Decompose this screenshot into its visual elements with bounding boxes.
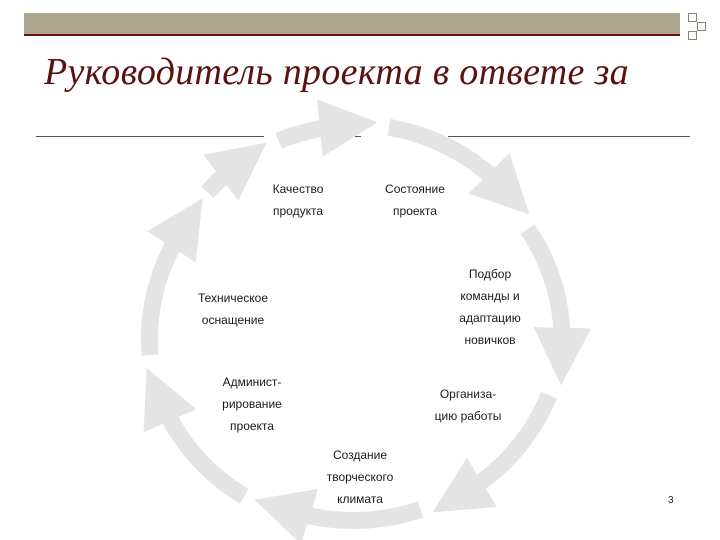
- cycle-arrow: [389, 127, 501, 185]
- cycle-item-technical-equipment: Техническое оснащение: [197, 291, 269, 327]
- page-number: 3: [668, 495, 674, 506]
- cycle-item-work-organization: Организа- цию работы: [434, 387, 502, 423]
- cycle-arrow: [207, 167, 234, 192]
- cycle-item-quality: Качество продукта: [272, 182, 324, 218]
- cycle-item-creative-climate: Создание творческого климата: [326, 448, 394, 506]
- cycle-item-team-selection: Подбор команды и адаптацию новичков: [459, 267, 521, 347]
- cycle-item-project-administration: Админист- рирование проекта: [222, 375, 282, 433]
- cycle-item-project-state: Состояние проекта: [385, 182, 445, 218]
- cycle-arrow: [279, 126, 338, 141]
- cycle-arrow: [293, 509, 421, 520]
- slide-title: Руководитель проекта в ответе за: [44, 51, 629, 93]
